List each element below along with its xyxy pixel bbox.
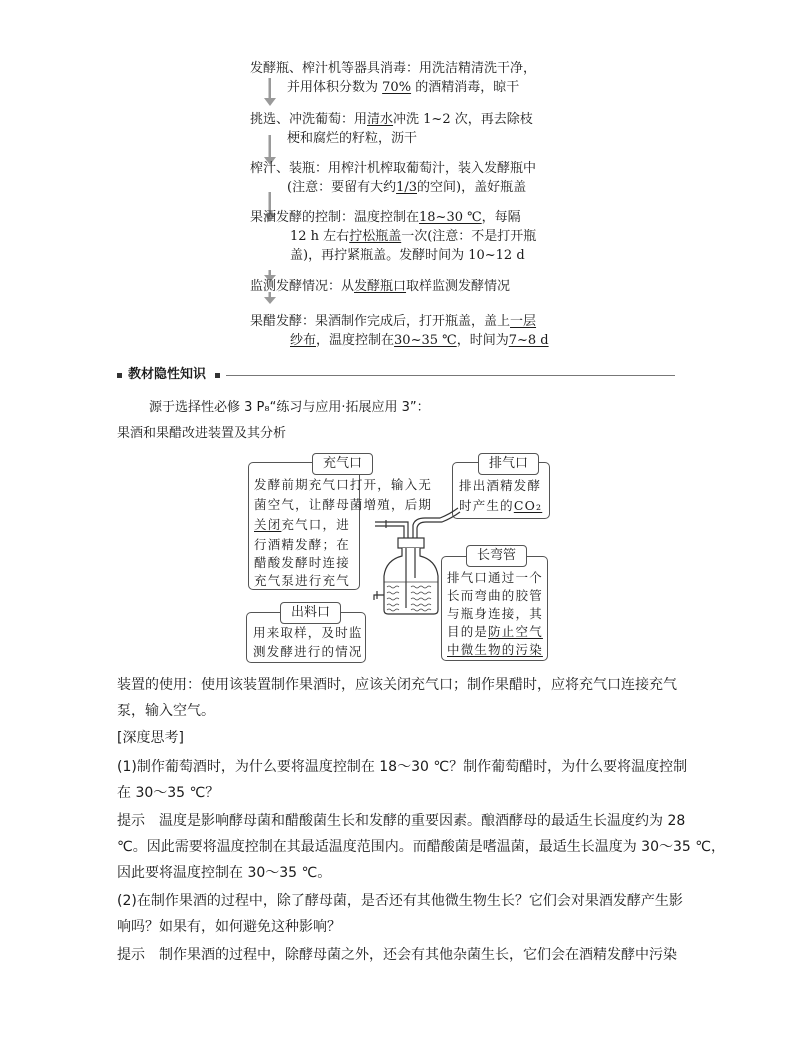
flow-step-1-line-2: 并用体积分数为 70% 的酒精消毒，晾干 bbox=[287, 80, 520, 95]
section-title: 教材隐性知识 bbox=[128, 367, 207, 382]
long-tube-title: 长弯管 bbox=[466, 545, 527, 567]
inlet-title: 充气口 bbox=[312, 453, 373, 475]
long-tube-text-2: 长而弯曲的胶管 bbox=[447, 588, 543, 603]
section-bullet-right bbox=[215, 373, 220, 378]
question-1-line-2: 在 30～35 ℃？ bbox=[117, 785, 220, 801]
deep-thinking-label: [深度思考] bbox=[117, 730, 184, 746]
inlet-text-6: 充气泵进行充气 bbox=[254, 573, 350, 588]
flow-step-3-line-1: 榨汁、装瓶：用榨汁机榨取葡萄汁，装入发酵瓶中 bbox=[250, 161, 537, 176]
question-1-line-1: (1)制作葡萄酒时，为什么要将温度控制在 18～30 ℃？制作葡萄醋时，为什么要将温度控制 bbox=[117, 759, 688, 775]
flow-step-4-line-2: 12 h 左右拧松瓶盖一次(注意：不是打开瓶 bbox=[290, 229, 537, 244]
outlet-text-1: 排出酒精发酵 bbox=[459, 478, 542, 493]
sample-outlet-title: 出料口 bbox=[280, 602, 341, 624]
inlet-text-2: 菌空气，让酵母菌增殖，后期 bbox=[254, 497, 433, 512]
long-tube-text-3: 与瓶身连接，其 bbox=[447, 606, 543, 621]
usage-text-1: 装置的使用：使用该装置制作果酒时，应该关闭充气口；制作果醋时，应将充气口连接充气 bbox=[117, 677, 677, 693]
source-line: 源于选择性必修 3 P₈“练习与应用·拓展应用 3”： bbox=[149, 400, 430, 415]
answer-1-line-3: 因此要将温度控制在 30～35 ℃。 bbox=[117, 865, 332, 881]
flow-step-4-line-3: 盖)，再拧紧瓶盖。发酵时间为 10~12 d bbox=[290, 248, 525, 263]
flow-step-2-line-1: 挑选、冲洗葡萄：用清水冲洗 1~2 次，再去除枝 bbox=[250, 112, 533, 127]
flow-step-4-line-1: 果酒发酵的控制：温度控制在18~30 ℃，每隔 bbox=[250, 210, 521, 225]
question-2-line-1: (2)在制作果酒的过程中，除了酵母菌，是否还有其他微生物生长？它们会对果酒发酵产生影 bbox=[117, 893, 683, 909]
inlet-text-5: 醋酸发酵时连接 bbox=[254, 555, 350, 570]
outlet-title: 排气口 bbox=[478, 453, 539, 475]
usage-text-2: 泵，输入空气。 bbox=[117, 703, 215, 719]
diagram-subtitle: 果酒和果醋改进装置及其分析 bbox=[117, 426, 287, 441]
long-tube-text-5: 中微生物的污染 bbox=[447, 642, 543, 657]
flow-step-6-line-1: 果醋发酵：果酒制作完成后，打开瓶盖，盖上一层 bbox=[250, 314, 537, 329]
flow-step-3-line-2: (注意：要留有大约1/3的空间)，盖好瓶盖 bbox=[287, 180, 527, 195]
question-2-line-2: 响吗？如果有，如何避免这种影响？ bbox=[117, 919, 341, 935]
inlet-text-4: 行酒精发酵；在 bbox=[254, 537, 350, 552]
fermentation-bottle bbox=[360, 500, 470, 620]
sample-outlet-text-2: 测发酵进行的情况 bbox=[253, 644, 363, 659]
inlet-text-3: 关闭充气口，进 bbox=[254, 517, 350, 532]
outlet-text-2: 时产生的CO₂ bbox=[459, 498, 543, 513]
section-bullet-left bbox=[117, 373, 122, 378]
answer-1-line-2: ℃。因此需要将温度控制在其最适温度范围内。而醋酸菌是嗜温菌，最适生长温度为 30～35 ℃， bbox=[117, 839, 725, 855]
flow-step-5: 监测发酵情况：从发酵瓶口取样监测发酵情况 bbox=[250, 279, 511, 294]
flow-step-6-line-2: 纱布，温度控制在30~35 ℃，时间为7~8 d bbox=[290, 333, 549, 348]
section-rule bbox=[226, 375, 675, 376]
answer-2-line-1: 提示 制作果酒的过程中，除酵母菌之外，还会有其他杂菌生长，它们会在酒精发酵中污染 bbox=[117, 947, 677, 963]
flow-step-1-line-1: 发酵瓶、榨汁机等器具消毒：用洗洁精清洗干净， bbox=[250, 61, 537, 76]
long-tube-text-1: 排气口通过一个 bbox=[447, 570, 543, 585]
answer-1-line-1: 提示 温度是影响酵母菌和醋酸菌生长和发酵的重要因素。酿酒酵母的最适生长温度约为 28 bbox=[117, 813, 686, 829]
long-tube-text-4: 目的是防止空气 bbox=[447, 624, 543, 639]
inlet-text-1: 发酵前期充气口打开，输入无 bbox=[254, 477, 433, 492]
sample-outlet-text-1: 用来取样，及时监 bbox=[253, 625, 363, 640]
flow-step-2-line-2: 梗和腐烂的籽粒，沥干 bbox=[287, 131, 418, 146]
